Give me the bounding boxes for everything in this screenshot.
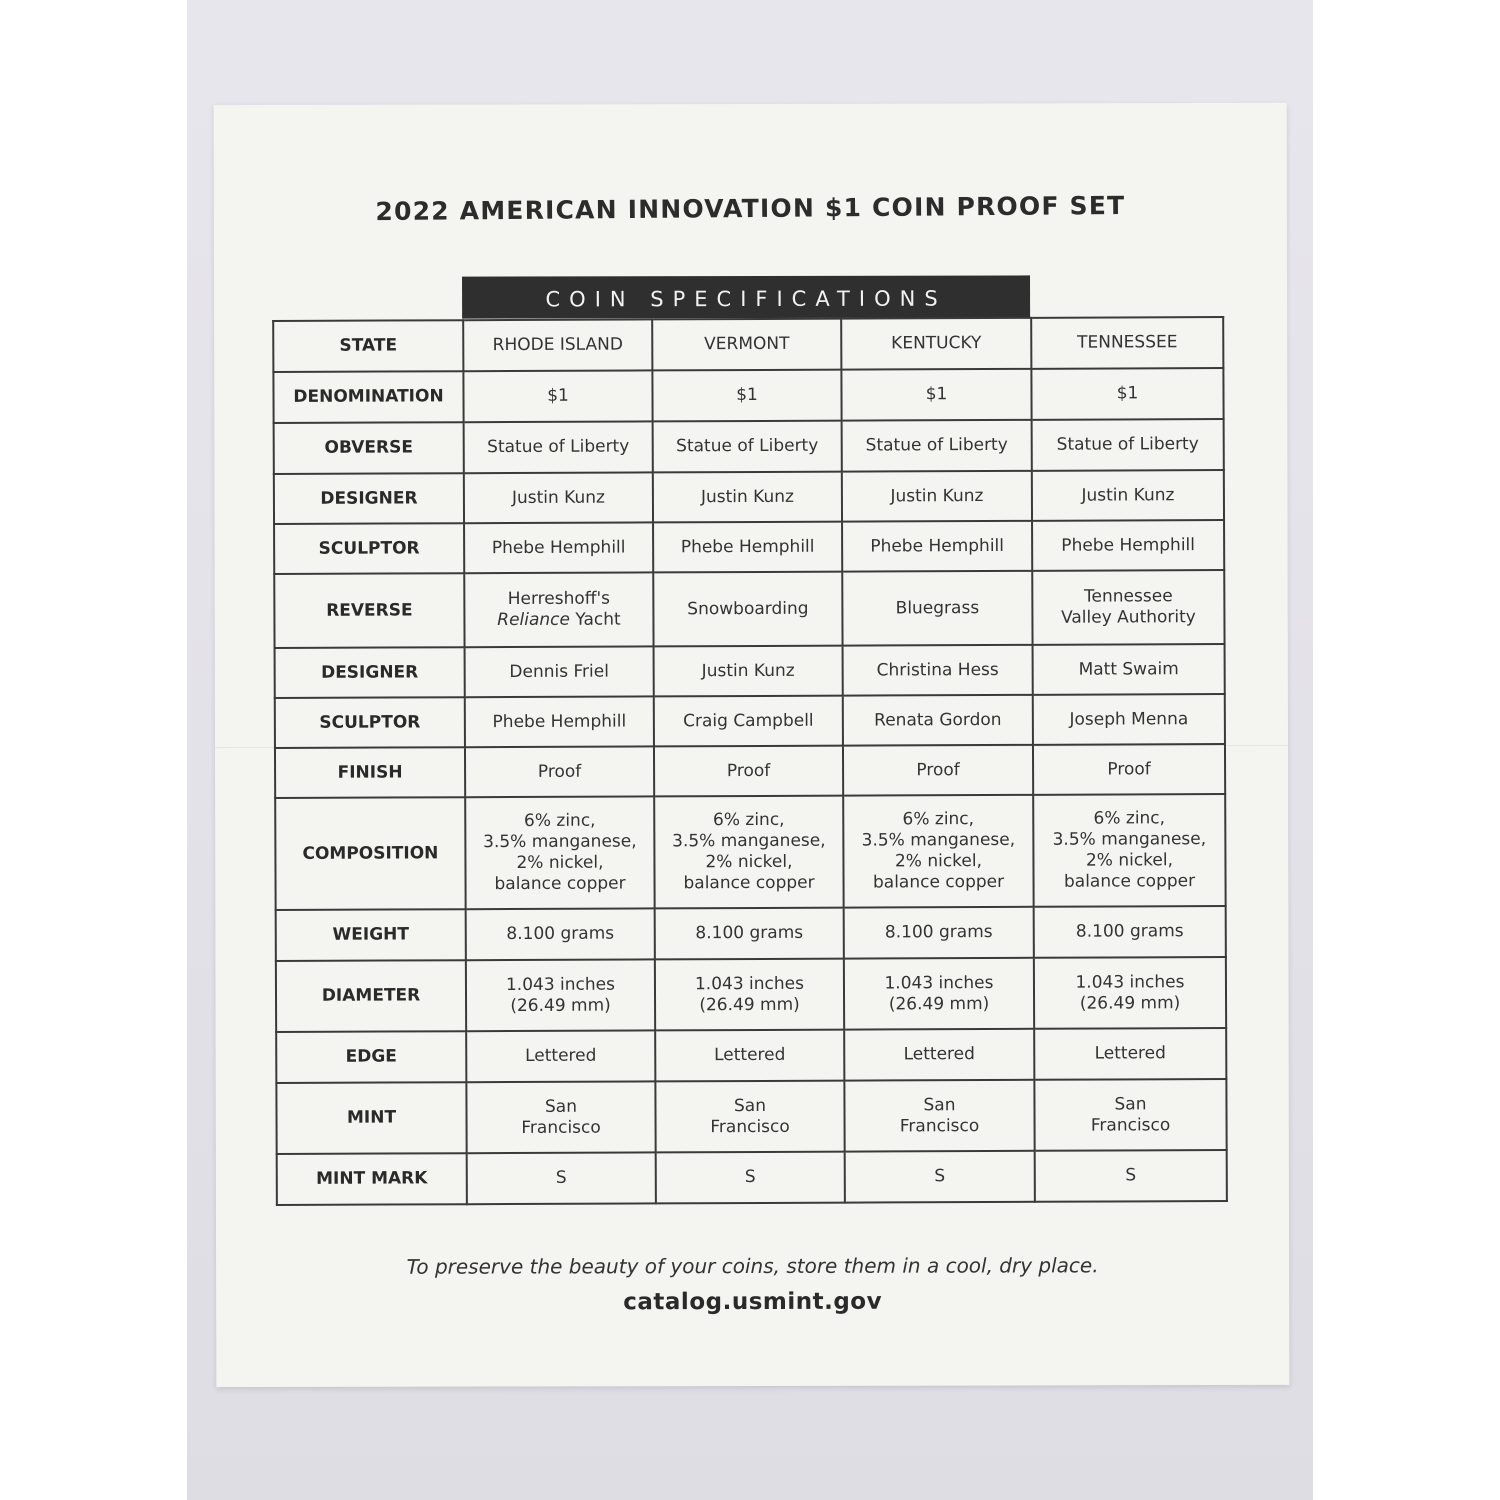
- table-cell: Statue of Liberty: [842, 420, 1032, 472]
- cell-line: Francisco: [521, 1117, 601, 1138]
- table-cell: [843, 795, 1033, 908]
- cell-line: 3.5% manganese,: [861, 829, 1016, 851]
- cell-line: 6% zinc,: [523, 810, 596, 831]
- cell-line: 1.043 inches: [884, 972, 994, 993]
- table-cell: $1: [841, 369, 1031, 421]
- row-label: WEIGHT: [276, 909, 466, 961]
- table-cell: Lettered: [466, 1030, 655, 1082]
- cell-line: (26.49 mm): [510, 995, 611, 1016]
- table-cell: S: [656, 1152, 845, 1204]
- cell-line: San: [544, 1096, 578, 1117]
- cell-line: (26.49 mm): [1079, 992, 1181, 1014]
- row-label: EDGE: [276, 1031, 466, 1083]
- row-label: SCULPTOR: [274, 523, 464, 574]
- cell-line: San: [733, 1095, 767, 1116]
- row-label: STATE: [273, 320, 463, 372]
- table-cell: Phebe Hemphill: [465, 696, 654, 747]
- table-row-diameter: [276, 957, 1226, 1032]
- table-cell: Phebe Hemphill: [842, 521, 1032, 572]
- table-cell: $1: [1031, 368, 1223, 420]
- table-cell: Snowboarding: [653, 572, 842, 647]
- table-cell: Proof: [843, 745, 1033, 796]
- table-cell: Craig Campbell: [654, 696, 843, 747]
- cell-line: 2% nickel,: [705, 851, 793, 873]
- table-cell: 8.100 grams: [655, 908, 844, 960]
- table-cell: [1032, 570, 1224, 645]
- table-cell: Justin Kunz: [654, 646, 843, 697]
- cell-line: 1.043 inches: [1075, 971, 1185, 993]
- catalog-url: catalog.usmint.gov: [623, 1288, 883, 1316]
- table-cell: $1: [652, 370, 841, 422]
- table-cell: Phebe Hemphill: [464, 522, 653, 573]
- cell-line: Francisco: [899, 1115, 980, 1136]
- table-cell: [655, 959, 844, 1031]
- table-cell: Proof: [654, 746, 843, 797]
- table-cell: [466, 959, 655, 1031]
- table-cell: KENTUCKY: [841, 318, 1031, 370]
- cell-line: (26.49 mm): [888, 993, 990, 1014]
- table-row-mint: [276, 1079, 1226, 1154]
- table-cell: Justin Kunz: [1032, 470, 1224, 521]
- cell-line: 3.5% manganese,: [1052, 829, 1207, 850]
- cell-line: 1.043 inches: [694, 973, 805, 994]
- specifications-table: [272, 316, 1228, 1206]
- cell-line: 2% nickel,: [894, 851, 983, 872]
- cell-line: (26.49 mm): [699, 994, 800, 1015]
- cell-line: 3.5% manganese,: [672, 830, 826, 852]
- cell-line: Valley Authority: [1061, 607, 1196, 628]
- spec-card: [214, 103, 1290, 1387]
- table-cell: Statue of Liberty: [653, 421, 842, 473]
- cell-line: balance copper: [872, 871, 1005, 893]
- cell-line: 6% zinc,: [1093, 808, 1166, 829]
- cell-line: Francisco: [1090, 1114, 1171, 1136]
- table-cell: 8.100 grams: [466, 908, 655, 960]
- table-cell: Proof: [465, 746, 654, 797]
- row-label: SCULPTOR: [275, 697, 465, 748]
- row-label: DESIGNER: [274, 473, 464, 524]
- row-label: DENOMINATION: [273, 371, 463, 423]
- cell-line: balance copper: [494, 873, 626, 895]
- table-cell: Joseph Menna: [1033, 694, 1225, 745]
- table-cell: Lettered: [844, 1029, 1034, 1081]
- table-cell: S: [845, 1151, 1035, 1203]
- table-row-reverse-designer: [275, 644, 1225, 698]
- table-row-obverse-sculptor: [274, 520, 1224, 574]
- cell-line: San: [923, 1094, 956, 1115]
- table-cell: Bluegrass: [842, 571, 1032, 646]
- table-cell: [844, 1080, 1034, 1152]
- table-cell: Renata Gordon: [843, 695, 1033, 746]
- row-label: MINT MARK: [277, 1153, 467, 1205]
- table-cell: [1033, 794, 1225, 907]
- cell-line: San: [1114, 1093, 1147, 1114]
- page-title: 2022 AMERICAN INNOVATION $1 COIN PROOF SET: [375, 190, 1126, 227]
- table-cell: Dennis Friel: [465, 646, 654, 697]
- table-row-finish: [275, 744, 1225, 798]
- table-row-weight: [276, 906, 1226, 961]
- row-label: FINISH: [275, 747, 465, 798]
- table-cell: Lettered: [1034, 1028, 1226, 1080]
- table-cell: [1034, 1079, 1226, 1151]
- cell-line: Tennessee: [1083, 586, 1173, 607]
- table-cell: [655, 1081, 844, 1153]
- cell-line: Herreshoff's: [507, 588, 611, 610]
- table-cell: Lettered: [655, 1030, 844, 1082]
- table-row-obverse: [274, 419, 1224, 474]
- cell-line: 1.043 inches: [505, 974, 616, 995]
- cell-line: 6% zinc,: [712, 809, 785, 831]
- table-cell: [465, 796, 654, 909]
- row-label: REVERSE: [274, 573, 464, 648]
- table-cell: [464, 572, 653, 647]
- row-label: DESIGNER: [275, 647, 465, 698]
- table-cell: $1: [463, 370, 652, 422]
- storage-note: To preserve the beauty of your coins, store them in a cool, dry place.: [406, 1253, 1099, 1279]
- table-cell: Phebe Hemphill: [1032, 520, 1224, 571]
- table-cell: Statue of Liberty: [464, 421, 653, 473]
- table-cell: S: [1035, 1150, 1227, 1202]
- table-cell: [1034, 957, 1226, 1029]
- table-cell: Justin Kunz: [464, 472, 653, 523]
- table-cell: VERMONT: [652, 319, 841, 371]
- table-row-composition: [275, 794, 1225, 910]
- coin-specifications-header: COIN SPECIFICATIONS: [462, 275, 1030, 318]
- table-cell: S: [467, 1152, 656, 1204]
- table-cell: 8.100 grams: [844, 907, 1034, 959]
- table-row-mint-mark: [277, 1150, 1227, 1205]
- table-cell: Christina Hess: [843, 645, 1033, 696]
- table-cell: Justin Kunz: [842, 471, 1032, 522]
- table-cell: Justin Kunz: [653, 472, 842, 523]
- row-label: DIAMETER: [276, 960, 466, 1032]
- cell-line: 6% zinc,: [902, 809, 975, 830]
- row-label: OBVERSE: [274, 422, 464, 474]
- cell-line: Yacht: [575, 609, 621, 630]
- table-row-reverse-sculptor: [275, 694, 1225, 748]
- table-cell: 8.100 grams: [1034, 906, 1226, 958]
- cell-line: 2% nickel,: [1085, 850, 1174, 871]
- table-row-obverse-designer: [274, 470, 1224, 524]
- row-label: COMPOSITION: [275, 797, 465, 910]
- table-cell: [844, 958, 1034, 1030]
- cell-line: 2% nickel,: [516, 852, 604, 873]
- cell-line: balance copper: [1063, 871, 1196, 892]
- cell-line: Francisco: [710, 1116, 790, 1137]
- table-row-edge: [276, 1028, 1226, 1083]
- table-cell: RHODE ISLAND: [463, 319, 652, 371]
- table-row-denomination: [273, 368, 1223, 423]
- table-row-reverse: [274, 570, 1224, 648]
- table-cell: Phebe Hemphill: [653, 522, 842, 573]
- table-cell: Matt Swaim: [1033, 644, 1225, 695]
- table-row-state: [273, 317, 1223, 372]
- cell-line: balance copper: [683, 872, 815, 894]
- table-cell: [654, 796, 843, 909]
- cell-line-italic: Reliance: [497, 609, 571, 631]
- table-cell: Statue of Liberty: [1032, 419, 1224, 471]
- table-cell: TENNESSEE: [1031, 317, 1223, 369]
- table-cell: [466, 1081, 655, 1153]
- cell-line: 3.5% manganese,: [483, 831, 637, 853]
- table-cell: Proof: [1033, 744, 1225, 795]
- row-label: MINT: [276, 1082, 466, 1154]
